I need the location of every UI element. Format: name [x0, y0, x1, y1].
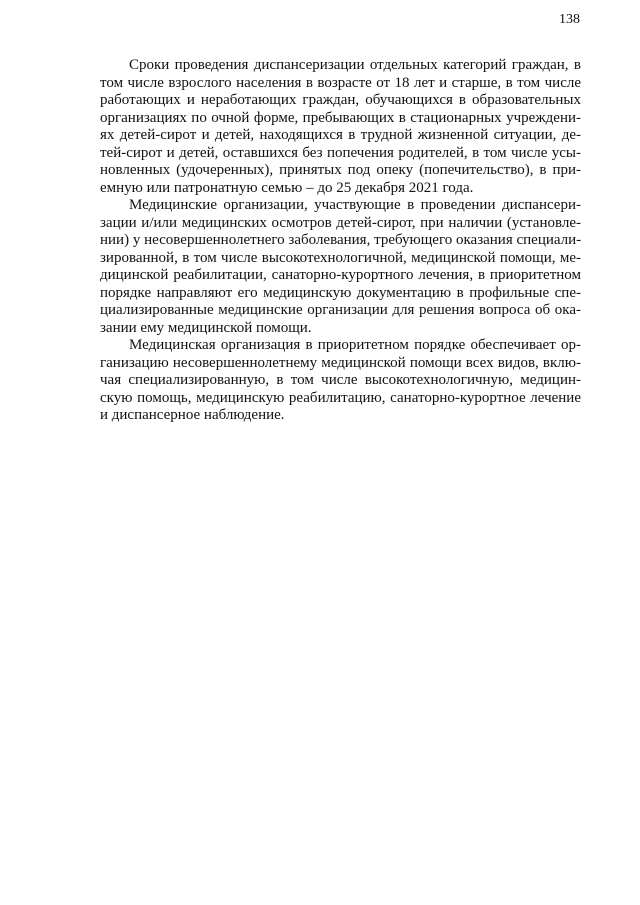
paragraph — [100, 197, 581, 337]
text-line: дицинской реабилитации, санаторно-курортного лечения, в приоритетном — [100, 267, 581, 283]
text-line: Сроки проведения диспансеризации отдельных категорий граждан, в — [129, 57, 581, 73]
text-line: чая специализированную, в том числе высокотехнологичную, медицин- — [100, 372, 581, 388]
text-line: Медицинская организация в приоритетном порядке обеспечивает ор- — [129, 337, 581, 353]
text-line: нии) у несовершеннолетнего заболевания, требующего оказания специали- — [100, 232, 582, 248]
text-line: зании ему медицинской помощи. — [100, 319, 312, 336]
paragraph — [100, 337, 581, 425]
text-line: скую помощь, медицинскую реабилитацию, санаторно-курортное лечение — [100, 389, 581, 406]
document-body — [100, 57, 581, 425]
text-line: ганизацию несовершеннолетнему медицинской помощи всех видов, вклю- — [100, 354, 581, 371]
page-number: 138 — [559, 12, 580, 27]
text-line: Медицинские организации, участвующие в проведении диспансери- — [129, 197, 581, 213]
text-line: том числе взрослого населения в возрасте от 18 лет и старше, в том числе — [100, 74, 581, 91]
text-line: зации и/или медицинских осмотров детей-сирот, при наличии (установле- — [100, 214, 581, 231]
text-line: новленных (удочеренных), принятых под опеку (попечительство), в при- — [100, 162, 581, 178]
text-line: порядке направляют его медицинскую документацию в профильные спе- — [100, 284, 581, 301]
text-line: зированной, в том числе высокотехнологичной, медицинской помощи, ме- — [100, 249, 581, 266]
text-line: ях детей-сирот и детей, находящихся в трудной жизненной ситуации, де- — [100, 127, 581, 143]
text-line: работающих и неработающих граждан, обучающихся в образовательных — [100, 92, 581, 108]
text-line: тей-сирот и детей, оставшихся без попечения родителей, в том числе усы- — [100, 144, 581, 161]
text-line: и диспансерное наблюдение. — [100, 407, 285, 423]
text-line: организациях по очной форме, пребывающих в стационарных учреждени- — [100, 109, 581, 126]
text-line: циализированные медицинские организации для решения вопроса об ока- — [100, 302, 581, 318]
text-line: емную или патронатную семью – до 25 декабря 2021 года. — [100, 179, 474, 196]
paragraph — [100, 57, 581, 197]
